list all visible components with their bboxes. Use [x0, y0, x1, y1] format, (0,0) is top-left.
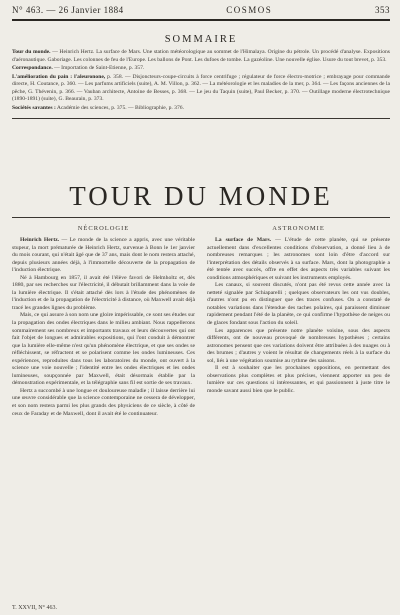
- title-rule: [12, 217, 390, 218]
- sommaire-entry: Tour du monde. — Heinrich Hertz. La surface de Mars. Une station météorologique au sommet de l'Himalaya. Origine du pétrole. Un procédé d'analyse. Expositions d'aéronautique. Gaboriage. Les colonnes de feu de l'Europe. Les ballons de Pont. Les dufoes de tombe. La gazéoline. Une nouvelle église. Usure du tout brevet, p. 353.: [12, 49, 390, 63]
- sommaire-entry: Sociétés savantes : Académie des sciences, p. 375. — Bibliographie, p. 376.: [12, 104, 184, 111]
- header-rule: [12, 19, 390, 21]
- article-paragraph: Il est à souhaiter que les prochaines oppositions, en permettant des observations plus complètes et plus précises, viennent apporter un peu de lumière sur ces questions si intéressantes, et qui passionnent à juste titre le monde savant aussi bien que le public.: [207, 365, 390, 394]
- left-column: [12, 222, 195, 418]
- running-header: [12, 5, 390, 17]
- necrologie-heading: NÉCROLOGIE: [77, 225, 130, 232]
- issue-number-date: N° 463. — 26 Janvier 1884: [12, 5, 124, 15]
- article-paragraph: La surface de Mars. — L'étude de cette planète, qui se présente actuellement dans d'excellentes conditions d'observation, a donné lieu à de nombreuses remarques ; les astronomes sont loin d'être d'accord sur l'interprétation des détails observés à sa surface. Mars, dont la photographie a été tentée avec succès, offre en effet des aspects très variables suivant les conditions atmosphériques et suivant les instruments employés.: [207, 237, 390, 281]
- astronomie-heading: ASTRONOMIE: [272, 225, 325, 232]
- article-paragraph: Heinrich Hertz. — Le monde de la science a appris, avec une véritable stupeur, la mort prématurée de Heinrich Hertz, survenue à Bonn le 1er janvier du mois courant, qui n'était âgé que de 37 ans, mais dont le nom restera attaché, depuis plusieurs années déjà, à l'immortelle découverte de la propagation de l'induction électrique.: [12, 237, 195, 274]
- volume-footer: T. XXVII, N° 463.: [12, 605, 57, 611]
- article-paragraph: Mais, ce qui assure à son nom une gloire impérissable, ce sont ses études sur la propagation des ondes électriques dans le milieu ambiant. Nous rappellerons sommairement ses nombreux et importants travaux et leurs découvertes qui ont fait l'objet de longues et admirables expositions, qui l'ont conduit à démontrer que la lumière elle-même n'est qu'un phénomène électrique, et que ses ondes se réfléchissent, se réfractent et se polarisent comme les ondes lumineuses. Ces expériences, reproduites dans tous les laboratoires du monde, ont ouvert à la science une voie nouvelle ; l'identité entre les ondes électriques et les ondes lumineuses, soupçonnée par Maxwell, était désormais établie par la démonstration expérimentale, et la télégraphie sans fil est sortie de ses travaux.: [12, 312, 195, 387]
- section-rule: [12, 118, 390, 119]
- article-paragraph: Né à Hambourg en 1857, il avait été l'élève favori de Helmholtz et, dès 1880, par ses recherches sur l'électricité, il débutait brillamment dans la voie de la lumière électrique. Il s'était attaché dès lors à l'étude des phénomènes de l'induction et de la propagation de l'électricité à distance, où Maxwell avait déjà tracé les grandes lignes du problème.: [12, 274, 195, 311]
- article-paragraph: Hertz a succombé à une longue et douloureuse maladie ; il laisse derrière lui une œuvre considérable que la science contemporaine ne cessera de développer, et son nom restera parmi les plus grands des physiciens de ce siècle, à côté de ceux de Faraday et de Maxwell, dont il avait été le continuateur.: [12, 387, 195, 417]
- right-column: [207, 222, 390, 418]
- sommaire-heading: SOMMAIRE: [164, 34, 238, 45]
- article-columns: [12, 222, 390, 418]
- section-title: TOUR DU MONDE: [69, 181, 333, 211]
- page-number: 353: [374, 5, 390, 15]
- sommaire-block: [12, 49, 390, 112]
- journal-name: COSMOS: [226, 5, 273, 15]
- article-paragraph: Les apparences que présente notre planète voisine, sous des aspects différents, ont de nouveau provoqué de nombreuses hypothèses ; certains astronomes pensent que ces variations doivent être attribuées à des nuages ou à des brumes ; d'autres y voient le résultat de changements réels à la surface du sol, liés à une végétation soumise au rythme des saisons.: [207, 327, 390, 364]
- article-paragraph: Les canaux, si souvent discutés, n'ont pas été revus cette année avec la netteté signalée par Schiaparelli ; quelques observateurs les ont vus doubles, d'autres n'ont pu en distinguer que des traces confuses. On a constaté de notables variations dans l'étendue des taches polaires, qui paraissent diminuer rapidement pendant l'été de la planète, ce qui confirme l'hypothèse de neiges ou de glaces fondant sous l'action du soleil.: [207, 282, 390, 327]
- sommaire-entry: L'amélioration du pain : l'aleuronone, p. 358. — Disjoncteurs-coupe-circuits à force centrifuge ; régulateur de force électro-motrice ; embrayage pour commande directe, H. Coutance, p. 360. — Les parfums artificiels (suite), A. M. Villon, p. 362. — La météorologie et les maladies de la mer, p. 364. — Les façons anciennes de la pêche, G. Thévenin, p. 366. — Vauban architecte, Antoine de Besses, p. 368. — Le jeu du Taquin (suite), Paul Becker, p. 370. — Outillage moderne électrotechnique (1890-1891) (suite), G. Beaurain, p. 373.: [12, 73, 390, 102]
- sommaire-entry: Correspondance. — Importation de Saint-Etienne, p. 357.: [12, 65, 145, 71]
